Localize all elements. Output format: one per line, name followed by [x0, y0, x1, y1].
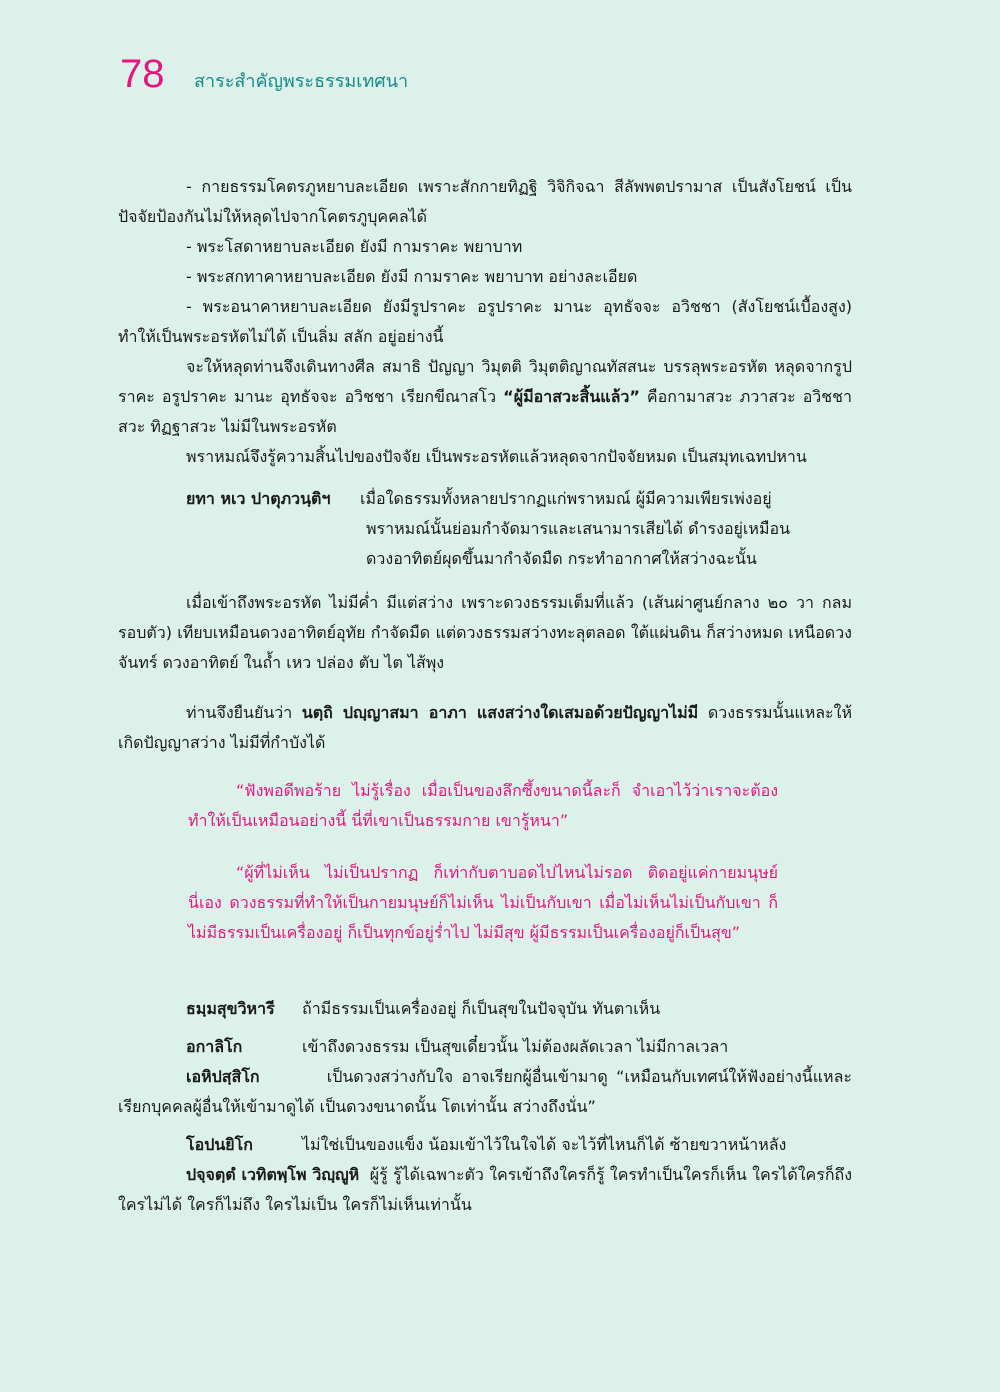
book-title: สาระสำคัญพระธรรมเทศนา [194, 71, 409, 92]
definition-item [118, 1032, 852, 1062]
definition-text: ผู้รู้ รู้ได้เฉพาะตัว ใครเข้าถึงใครก็รู้ ใครทำเป็นใครก็เห็น ใครได้ใครก็ถึง ใครไม่ได้ ใครก็ไม่ถึง ใครไม่เป็น ใครก็ไม่เห็นเท่านั้น [118, 1165, 853, 1214]
paragraph-wisdom-text-a: ท่านจึงยืนยันว่า [186, 703, 302, 722]
quote-block-1 [188, 776, 778, 836]
quote-text: “ฟังพอดีพอร้าย ไม่รู้เรื่อง เมื่อเป็นของลึกซึ้งขนาดนี้ละก็ จำเอาไว้ว่าเราจะต้องทำให้เป็นเหมือนอย่างนี้ นี่ที่เขาเป็นธรรมกาย เขารู้หนา” [188, 781, 778, 830]
paragraph-arahant-path-text-a: จะให้หลุดท่านจึงเดินทางศีล สมาธิ ปัญญา วิมุตติ วิมุตติญาณทัสสนะ บรรลุพระอรหัต หลุดจากรูปราคะ อรูปราคะ มานะ อุทธัจจะ อวิชชา เรียกขีณาสโว [118, 357, 852, 406]
verse-line: ดวงอาทิตย์ผุดขึ้นมากำจัดมืด กระทำอากาศให้สว่างฉะนั้น [366, 549, 757, 568]
verse-translation [360, 484, 790, 574]
body-text [118, 172, 852, 1220]
paragraph-sakadagami: - พระสกทาคาหยาบละเอียด ยังมี กามราคะ พยาบาท อย่างละเอียด [186, 267, 638, 286]
paragraph-arahant-path-emphasis: “ผู้มีอาสวะสิ้นแล้ว” [503, 387, 640, 406]
definition-text: เป็นดวงสว่างกับใจ อาจเรียกผู้อื่นเข้ามาดู “เหมือนกับเทศน์ให้ฟังอย่างนี้แหละ เรียกบุคคลผู้อื่นให้เข้ามาดูได้ เป็นดวงขนาดนั้น โตเท่านั้น สว่างถึงนั่น” [118, 1067, 853, 1116]
paragraph-anagami: - พระอนาคาหยาบละเอียด ยังมีรูปราคะ อรูปราคะ มานะ อุทธัจจะ อวิชชา (สังโยชน์เบื้องสูง) ทำให้เป็นพระอรหัตไม่ได้ เป็นลิ่ม สลัก อยู่อย่างนี้ [118, 297, 852, 346]
quote-block-2 [188, 858, 778, 948]
definition-item [118, 1160, 852, 1220]
paragraph-arahant-path-text-b: คือกามาสวะ ภวาสวะ อวิชชาสวะ ทิฏฐาสวะ ไม่มีในพระอรหัต [118, 387, 852, 436]
definition-term: ธมฺมสุขวิหารี [186, 999, 275, 1018]
paragraph-brahmin: พราหมณ์จึงรู้ความสิ้นไปของปัจจัย เป็นพระอรหัตแล้วหลุดจากปัจจัยหมด เป็นสมุทเฉทปหาน [186, 447, 807, 466]
verse-line: เมื่อใดธรรมทั้งหลายปรากฏแก่พราหมณ์ ผู้มีความเพียรเพ่งอยู่ [360, 489, 772, 508]
definition-text: เข้าถึงดวงธรรม เป็นสุขเดี๋ยวนั้น ไม่ต้องผลัดเวลา ไม่มีกาลเวลา [302, 1037, 729, 1056]
definition-list [118, 994, 852, 1220]
pali-verse [118, 484, 852, 574]
paragraph-wisdom [118, 698, 852, 758]
paragraph-wisdom-text-b: ดวงธรรมนั้นแหละให้เกิดปัญญาสว่าง ไม่มีที่กำบังได้ [118, 703, 852, 752]
verse-line: พราหมณ์นั้นย่อมกำจัดมารและเสนามารเสียได้ ดำรงอยู่เหมือน [366, 519, 791, 538]
definition-text: ถ้ามีธรรมเป็นเครื่องอยู่ ก็เป็นสุขในปัจจุบัน ทันตาเห็น [302, 999, 661, 1018]
definition-term: อกาลิโก [186, 1037, 243, 1056]
definition-item [118, 1062, 852, 1122]
paragraph-arahant-light: เมื่อเข้าถึงพระอรหัต ไม่มีค่ำ มีแต่สว่าง เพราะดวงธรรมเต็มที่แล้ว (เส้นผ่าศูนย์กลาง ๒๐ วา กลมรอบตัว) เทียบเหมือนดวงอาทิตย์อุทัย กำจัดมืด แต่ดวงธรรมสว่างทะลุตลอด ใต้แผ่นดิน ก็สว่างหมด เหนือดวงจันทร์ ดวงอาทิตย์ ในถ้ำ เหว ปล่อง ตับ ไต ไส้พุง [118, 593, 852, 672]
definition-term: เอหิปสฺสิโก [186, 1067, 260, 1086]
paragraph-sotapanna: - พระโสดาหยาบละเอียด ยังมี กามราคะ พยาบาท [186, 237, 523, 256]
definition-text: ไม่ใช่เป็นของแข็ง น้อมเข้าไว้ในใจได้ จะไว้ที่ไหนก็ได้ ซ้ายขวาหน้าหลัง [302, 1135, 787, 1154]
page-number: 78 [120, 52, 165, 96]
definition-item [118, 1130, 852, 1160]
quote-text: “ผู้ที่ไม่เห็น ไม่เป็นปรากฏ ก็เท่ากับตาบอดไปไหนไม่รอด ติดอยู่แค่กายมนุษย์นี่เอง ดวงธรรมที่ทำให้เป็นกายมนุษย์ก็ไม่เห็น ไม่เป็นกับเขา เมื่อไม่เห็นไม่เป็นกับเขา ก็ไม่มีธรรมเป็นเครื่องอยู่ ก็เป็นทุกข์อยู่ร่ำไป ไม่มีสุข ผู้มีธรรมเป็นเครื่องอยู่ก็เป็นสุข” [188, 863, 778, 942]
paragraph-wisdom-emphasis: นตฺถิ ปญฺญาสมา อาภา แสงสว่างใดเสมอด้วยปัญญาไม่มี [301, 703, 699, 722]
paragraph-gotrabhu: - กายธรรมโคตรภูหยาบละเอียด เพราะสักกายทิฏฐิ วิจิกิจฉา สีลัพพตปรามาส เป็นสังโยชน์ เป็นปัจจัยป้องกันไม่ให้หลุดไปจากโคตรภูบุคคลได้ [118, 177, 852, 226]
definition-term: ปจฺจตฺตํ เวทิตพฺโพ วิญฺญูหิ [186, 1165, 360, 1184]
verse-term: ยทา หเว ปาตุภวนฺติฯ [186, 489, 331, 508]
paragraph-arahant-path [118, 352, 852, 442]
definition-item [118, 994, 852, 1024]
definition-term: โอปนยิโก [186, 1135, 253, 1154]
